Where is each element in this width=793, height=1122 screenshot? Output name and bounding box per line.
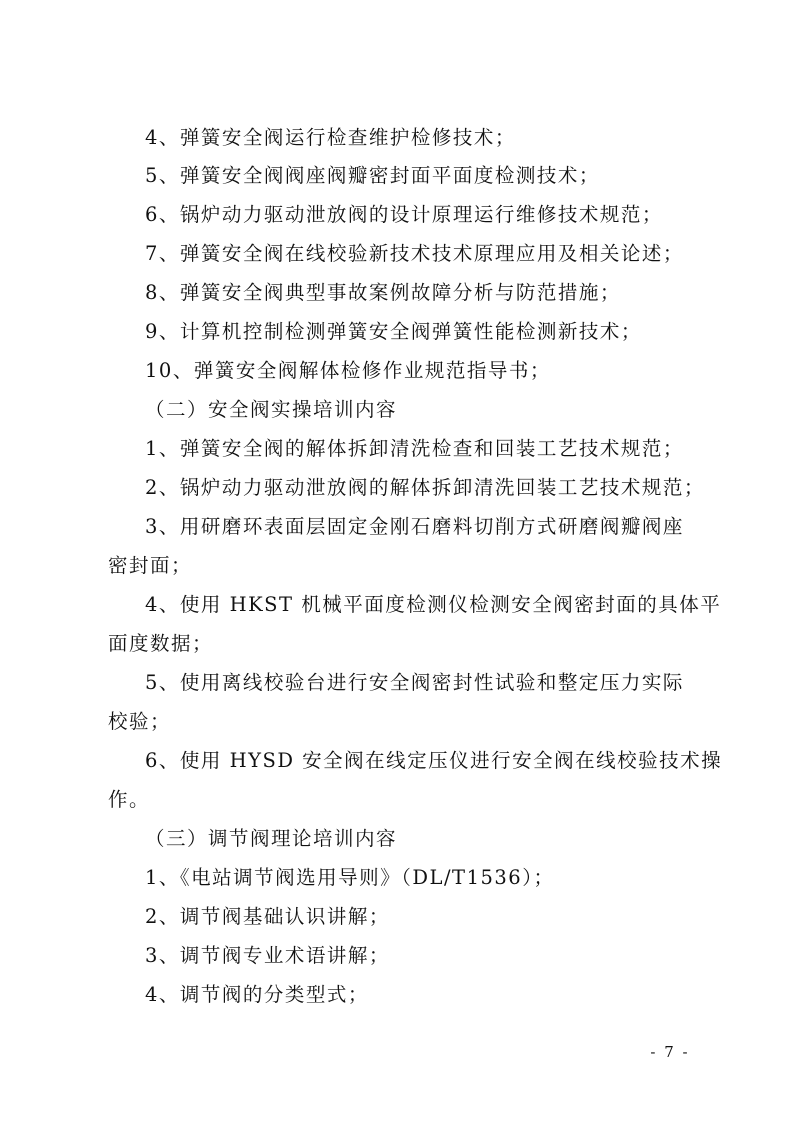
text-line: 4、调节阀的分类型式；: [145, 983, 369, 1006]
text-line: 校验；: [108, 710, 172, 733]
text-line: 9、计算机控制检测弹簧安全阀弹簧性能检测新技术；: [145, 320, 642, 343]
page-number: - 7 -: [650, 1043, 690, 1061]
text-line: 3、调节阀专业术语讲解；: [145, 944, 390, 967]
text-line: 面度数据；: [108, 632, 214, 655]
text-line: 1、《电站调节阀选用导则》（DL/T1536）；: [145, 866, 555, 889]
text-line: 1、弹簧安全阀的解体拆卸清洗检查和回装工艺技术规范；: [145, 437, 684, 460]
text-line: 密封面；: [108, 554, 193, 577]
section-heading: （二）安全阀实操培训内容: [145, 398, 398, 421]
text-line: 作。: [108, 788, 151, 811]
text-line: 4、弹簧安全阀运行检查维护检修技术；: [145, 126, 516, 149]
text-line: 2、锅炉动力驱动泄放阀的解体拆卸清洗回装工艺技术规范；: [145, 476, 705, 499]
text-line: 8、弹簧安全阀典型事故案例故障分析与防范措施；: [145, 281, 621, 304]
text-line: 5、使用离线校验台进行安全阀密封性试验和整定压力实际: [145, 671, 684, 694]
text-line: 6、使用 HYSD 安全阀在线定压仪进行安全阀在线校验技术操: [145, 749, 723, 772]
text-line: 5、弹簧安全阀阀座阀瓣密封面平面度检测技术；: [145, 164, 600, 187]
text-line: 7、弹簧安全阀在线校验新技术技术原理应用及相关论述；: [145, 242, 684, 265]
text-line: 10、弹簧安全阀解体检修作业规范指导书；: [145, 359, 551, 382]
text-line: 2、调节阀基础认识讲解；: [145, 905, 390, 928]
text-line: 3、用研磨环表面层固定金刚石磨料切削方式研磨阀瓣阀座: [145, 515, 684, 538]
text-line: 6、锅炉动力驱动泄放阀的设计原理运行维修技术规范；: [145, 203, 663, 226]
section-heading: （三）调节阀理论培训内容: [145, 827, 398, 850]
text-line: 4、使用 HKST 机械平面度检测仪检测安全阀密封面的具体平: [145, 593, 722, 616]
